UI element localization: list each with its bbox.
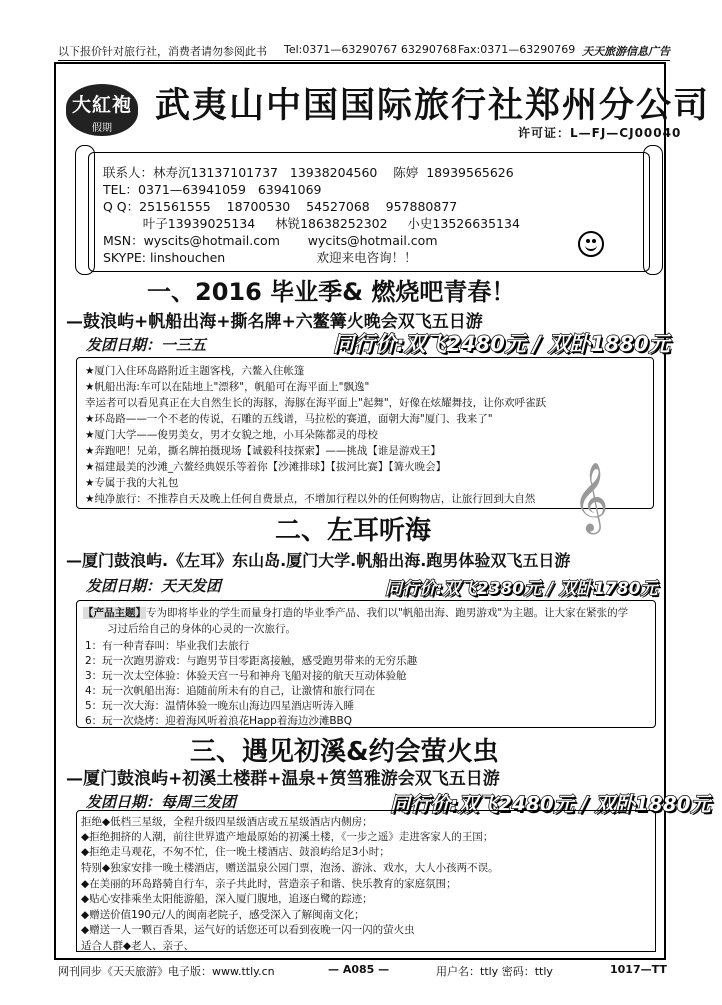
license-number: 许可证：L—FJ—CJ00040 bbox=[518, 126, 682, 140]
section3-title: 三、遇见初溪&约会萤火虫 bbox=[190, 737, 499, 767]
section3-price: 同行价:双飞2480元 / 双卧1880元 bbox=[390, 792, 711, 816]
detail-item: ◆赠送价值190元/人的闽南老院子，感受深入了解闽南文化； bbox=[81, 909, 365, 921]
section1-price: 同行价:双飞2480元 / 双卧1880元 bbox=[333, 332, 670, 356]
footer-page-number: — A085 — bbox=[328, 963, 390, 976]
footer-credentials: 用户名：ttly 密码：ttly bbox=[436, 965, 553, 978]
company-logo bbox=[66, 84, 138, 136]
contact-line: SKYPE: linshouchen 欢迎来电咨询！！ bbox=[103, 250, 417, 265]
detail-item: ★纯净旅行：不推荐自天及晚上任何自费景点，不增加行程以外的任何购物店，让旅行回到大自然 bbox=[85, 493, 536, 505]
footer-code: 1017—TT bbox=[610, 963, 667, 976]
section3-details-box bbox=[76, 810, 656, 952]
contact-line: Q Q：251561555 18700530 54527068 957880877 bbox=[103, 199, 458, 214]
detail-item: 2：玩一次跑男游戏：与跑男节目零距离接触，感受跑男带来的无穷乐趣 bbox=[85, 655, 418, 667]
contact-line: MSN：wyscits@hotmail.com wycits@hotmail.com bbox=[103, 233, 438, 248]
logo-sub-text: 假期 bbox=[92, 123, 112, 134]
contact-line: 叶子13939025134 林锐18638252302 小史13526635134 bbox=[103, 216, 520, 231]
detail-item: 适合人群◆老人、亲子、 bbox=[81, 940, 195, 952]
section2-title: 二、左耳听海 bbox=[275, 516, 432, 546]
fax-text: Fax:0371—63290769 bbox=[458, 43, 576, 56]
music-note-icon: 𝄞 bbox=[573, 462, 609, 532]
section2-details-box bbox=[76, 600, 656, 728]
detail-item: 3：玩一次太空体验：体验天宫一号和神舟飞船对接的航天互动体验舱 bbox=[85, 670, 407, 682]
section1-route: —鼓浪屿+帆船出海+撕名牌+六鳌篝火晚会双飞五日游 bbox=[66, 312, 483, 332]
detail-item: ★福建最美的沙滩_六鳌经典娱乐等着你【沙滩排球】【拔河比赛】【篝火晚会】 bbox=[85, 461, 447, 473]
top-notice-bar bbox=[58, 42, 670, 61]
detail-item: ◆赠送一人一颗百香果，运气好的话您还可以看到夜晚一闪一闪的萤火虫 bbox=[81, 924, 415, 936]
theme-text: 专为即将毕业的学生而量身打造的毕业季产品、我们以"帆船出海、跑男游戏"为主题。让大家在紧张的学 bbox=[146, 607, 629, 619]
section1-date: 发团日期：一三五 bbox=[86, 336, 207, 354]
theme-tag: 【产品主题】 bbox=[83, 607, 146, 619]
footer-website: 网刊同步《天天旅游》电子版：www.ttly.cn bbox=[58, 965, 275, 978]
detail-item: ◆拒绝拥挤的人潮，前往世界遗产地最原始的初溪土楼，《一步之遥》走进客家人的王国； bbox=[81, 831, 494, 843]
detail-item: 4：玩一次帆船出海：追随前所未有的自己，让激情和旅行同在 bbox=[85, 685, 376, 697]
section1-details-box bbox=[76, 357, 654, 509]
detail-item: 1：有一种青春叫：毕业我们去旅行 bbox=[85, 640, 250, 652]
company-title: 武夷山中国国际旅行社郑州分公司 bbox=[155, 85, 711, 126]
contact-line: TEL：0371—63941059 63941069 bbox=[103, 182, 322, 197]
section1-title: 一、2016 毕业季& 燃烧吧青春！ bbox=[147, 278, 516, 306]
detail-item: ◆贴心安排乘坐太阳能游船，深入厦门腹地，追逐白鹭的踪迹； bbox=[81, 893, 373, 905]
detail-item: ★专属于我的大礼包 bbox=[85, 477, 179, 489]
detail-item: ★帆船出海:车可以在陆地上"漂移"，帆船可在海平面上"飘逸" bbox=[85, 381, 370, 393]
section2-price: 同行价:双飞2380元 / 双卧1780元 bbox=[385, 579, 658, 599]
page-footer bbox=[58, 960, 670, 978]
detail-item: 特别◆独家安排一晚土楼酒店，赠送温泉公园门票，泡汤、游泳、戏水，大人小孩两不误。 bbox=[81, 862, 499, 874]
logo-main-text: 大紅袍 bbox=[71, 94, 132, 116]
detail-item: 6：玩一次烧烤：迎着海风听着浪花Happ着海边沙滩BBQ bbox=[85, 715, 353, 727]
scroll-right-roll bbox=[643, 145, 663, 275]
detail-item: ★奔跑吧！兄弟，撕名牌拍摄现场【诚毅科技探索】——挑战【谁是游戏王】 bbox=[85, 445, 441, 457]
detail-item: ◆拒绝走马观花，不匆不忙，住一晚土楼酒店、鼓浪屿给足3小时； bbox=[81, 846, 390, 858]
detail-item: ★环岛路——一个不老的传说，石雕的五线谱，马拉松的赛道，面朝大海"厦门、我来了" bbox=[85, 413, 493, 425]
detail-item: ◆在美丽的环岛路骑自行车，亲子共此时，营造亲子和谐、快乐教育的家庭氛围； bbox=[81, 878, 457, 890]
detail-item: ★厦门大学——俊男美女，男才女貌之地，小耳朵陈都灵的母校 bbox=[85, 429, 378, 441]
detail-item: 幸运者可以看见真正在大自然生长的海豚，海豚在海平面上"起舞"，好像在炫耀舞技，让你欢呼雀跃 bbox=[85, 397, 547, 409]
section3-route: —厦门鼓浪屿+初溪土楼群+温泉+筼筜雅游会双飞五日游 bbox=[66, 769, 500, 789]
contact-box bbox=[88, 152, 650, 272]
smiley-icon bbox=[578, 231, 604, 257]
tel-text: Tel:0371—63290767 63290768 bbox=[284, 43, 457, 56]
section2-route: —厦门鼓浪屿.《左耳》东山岛.厦门大学.帆船出海.跑男体验双飞五日游 bbox=[66, 551, 571, 570]
scroll-left-roll bbox=[75, 145, 95, 275]
detail-item: 5：玩一次大海：温情体验一晚东山海边四星酒店听涛入睡 bbox=[85, 700, 355, 712]
section2-date: 发团日期：天天发团 bbox=[86, 577, 222, 595]
detail-item: 拒绝◆低档三星级，全程升级四星级酒店或五星级酒店内侧房； bbox=[81, 816, 373, 828]
contact-line: 联系人：林寿沉13137101737 13938204560 陈婷 18939565626 bbox=[103, 165, 514, 180]
theme-text-cont: 习过后给自己的身体的心灵的一次旅行。 bbox=[107, 623, 296, 635]
detail-item: ★厦门入住环岛路附近主题客栈，六鳌入住帐篷 bbox=[85, 365, 305, 377]
section3-date: 发团日期：每周三发团 bbox=[86, 793, 237, 811]
publisher-brand: 天天旅游信息广告 bbox=[582, 45, 670, 58]
notice-text: 以下报价针对旅行社，消费者请勿参阅此书 bbox=[58, 45, 267, 58]
